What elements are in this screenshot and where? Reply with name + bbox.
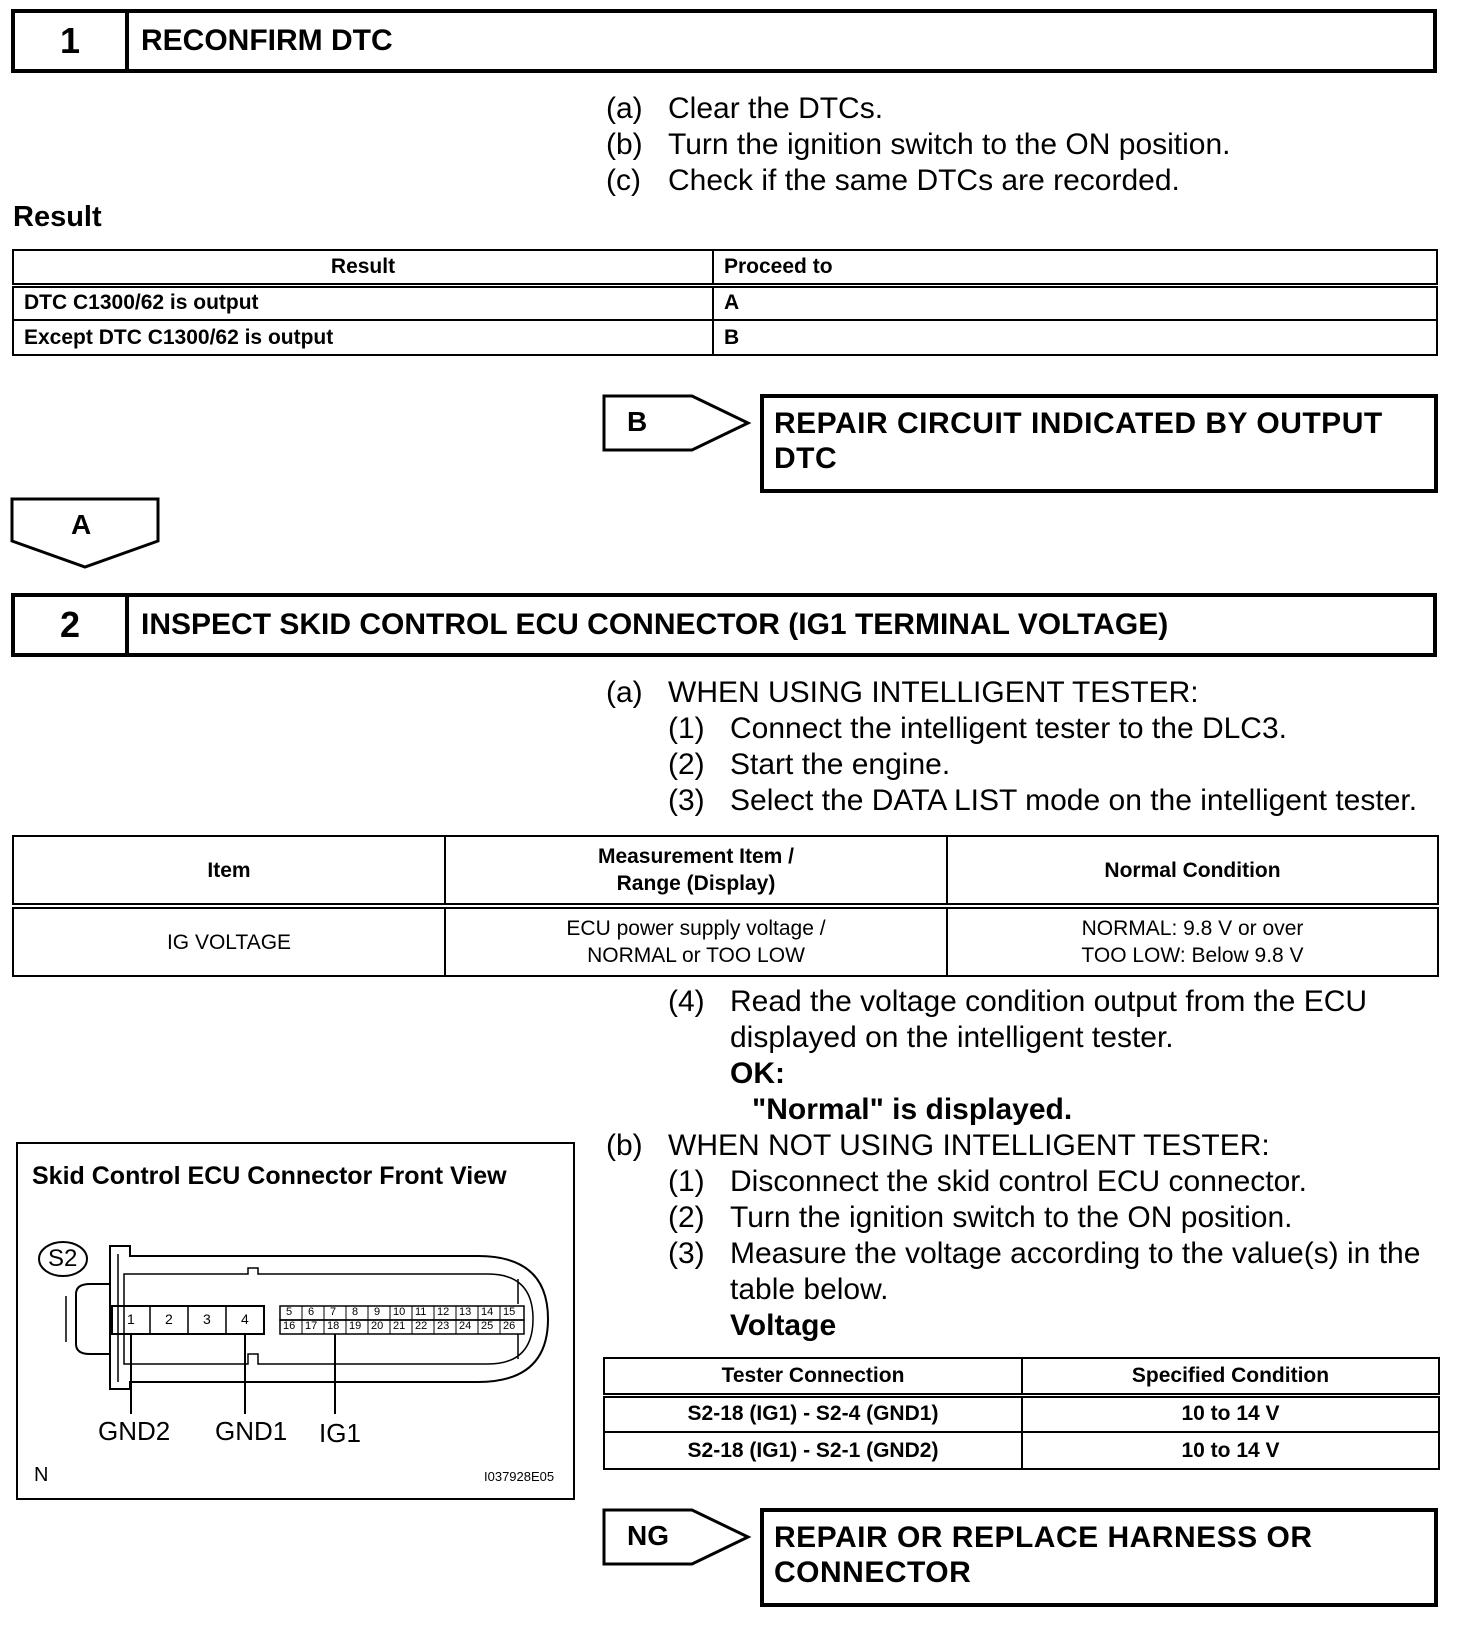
instruction-label: (3) — [668, 1237, 705, 1270]
table-row — [13, 906, 1438, 976]
cell-line: NORMAL: 9.8 V or over — [1081, 917, 1304, 940]
pin-number: 9 — [374, 1306, 381, 1318]
table-header-cell: Tester Connection — [604, 1358, 1022, 1395]
cell-line: ECU power supply voltage / — [566, 917, 826, 940]
table-cell: 10 to 14 V — [1022, 1395, 1439, 1432]
instruction-label: (a) — [606, 92, 643, 125]
pin-number: 17 — [305, 1320, 318, 1332]
instruction-2a4 — [668, 984, 1367, 1020]
voltage-heading: Voltage — [730, 1309, 837, 1342]
table-header-row — [13, 250, 1437, 285]
instruction-1a — [606, 91, 883, 127]
figure-id: I037928E05 — [484, 1469, 555, 1484]
table-header-row — [13, 836, 1438, 906]
branch-ng-label: NG — [627, 1520, 669, 1551]
table-cell: S2-18 (IG1) - S2-4 (GND1) — [604, 1395, 1022, 1432]
pin-number: 26 — [503, 1320, 516, 1332]
instruction-text: WHEN NOT USING INTELLIGENT TESTER: — [668, 1129, 1270, 1162]
instruction-2a2 — [668, 747, 950, 783]
step-title: RECONFIRM DTC — [141, 24, 393, 57]
table-cell: B — [713, 320, 1437, 355]
instruction-label: (a) — [606, 676, 643, 709]
pin-number: 20 — [371, 1320, 384, 1332]
instruction-text: WHEN USING INTELLIGENT TESTER: — [668, 676, 1199, 709]
terminal-label-ig1: IG1 — [319, 1418, 361, 1448]
result-table — [12, 249, 1438, 356]
table-cell — [445, 906, 947, 976]
pin-number: 7 — [330, 1306, 337, 1318]
instruction-2b3 — [668, 1236, 1420, 1272]
header-line: Range (Display) — [616, 872, 776, 895]
pin-number: 1 — [127, 1311, 135, 1327]
instruction-label: (b) — [606, 128, 643, 161]
branch-b-label: B — [627, 406, 648, 437]
step-1-header — [11, 9, 1437, 73]
instruction-2b — [606, 1128, 1270, 1164]
result-heading: Result — [13, 201, 102, 233]
ok-label: OK: — [730, 1057, 785, 1090]
table-row — [604, 1432, 1439, 1469]
pin-number: 18 — [327, 1320, 340, 1332]
instruction-label: (4) — [668, 985, 705, 1018]
table-cell: S2-18 (IG1) - S2-1 (GND2) — [604, 1432, 1022, 1469]
instruction-2a3 — [668, 783, 1417, 819]
branch-ng-action — [760, 1508, 1438, 1607]
table-cell: Except DTC C1300/62 is output — [13, 320, 713, 355]
table-cell: DTC C1300/62 is output — [13, 285, 713, 320]
instruction-2b2 — [668, 1200, 1293, 1236]
instruction-2b1 — [668, 1164, 1307, 1200]
pin-number: 4 — [241, 1311, 249, 1327]
instruction-text: Measure the voltage according to the value(s) in the — [730, 1237, 1421, 1270]
step-2-header — [11, 593, 1437, 657]
instruction-1c — [606, 163, 1180, 199]
pin-number: 6 — [308, 1306, 315, 1318]
instruction-2b3-cont: table below. — [730, 1273, 889, 1306]
instruction-2a — [606, 675, 1199, 711]
instruction-label: (1) — [668, 712, 705, 745]
branch-b-arrow-icon — [602, 394, 752, 452]
table-cell — [947, 906, 1438, 976]
pin-number: 23 — [437, 1320, 450, 1332]
data-list-table — [12, 835, 1439, 977]
instruction-text: Read the voltage condition output from the ECU — [730, 985, 1368, 1018]
instruction-text: Clear the DTCs. — [668, 92, 884, 125]
cell-line: TOO LOW: Below 9.8 V — [1081, 944, 1304, 967]
table-cell: IG VOLTAGE — [13, 906, 445, 976]
branch-a-label: A — [71, 509, 92, 540]
table-header-cell: Item — [13, 836, 445, 906]
table-header-cell — [445, 836, 947, 906]
pin-number: 10 — [393, 1306, 406, 1318]
instruction-text: Select the DATA LIST mode on the intelligent tester. — [730, 784, 1418, 817]
pin-number: 2 — [165, 1311, 173, 1327]
instruction-text: Start the engine. — [730, 748, 951, 781]
instruction-text: Turn the ignition switch to the ON position. — [730, 1201, 1293, 1234]
instruction-label: (b) — [606, 1129, 643, 1162]
branch-b-action — [760, 394, 1438, 493]
instruction-text: Turn the ignition switch to the ON position. — [668, 128, 1231, 161]
pin-number: 15 — [503, 1306, 516, 1318]
action-line: REPAIR OR REPLACE HARNESS OR — [774, 1521, 1313, 1554]
instruction-label: (3) — [668, 784, 705, 817]
instruction-1b — [606, 127, 1231, 163]
figure-title: Skid Control ECU Connector Front View — [32, 1162, 507, 1190]
pin-number: 22 — [415, 1320, 428, 1332]
instruction-text: Check if the same DTCs are recorded. — [668, 164, 1180, 197]
pin-number: 11 — [415, 1306, 427, 1318]
action-line: REPAIR CIRCUIT INDICATED BY OUTPUT — [774, 407, 1383, 440]
pin-number: 25 — [481, 1320, 494, 1332]
instruction-label: (2) — [668, 1201, 705, 1234]
voltage-table — [603, 1357, 1440, 1470]
pin-number: 5 — [286, 1306, 293, 1318]
instruction-label: (1) — [668, 1165, 705, 1198]
step-number: 1 — [15, 13, 129, 69]
action-line: CONNECTOR — [774, 1556, 972, 1589]
table-header-cell: Normal Condition — [947, 836, 1438, 906]
pin-number: 14 — [481, 1306, 494, 1318]
pin-number: 12 — [437, 1306, 450, 1318]
header-line: Measurement Item / — [597, 845, 795, 868]
terminal-label-gnd2: GND2 — [98, 1416, 171, 1446]
pin-number: 21 — [393, 1320, 406, 1332]
instruction-text: Connect the intelligent tester to the DLC3. — [730, 712, 1287, 745]
table-row — [13, 285, 1437, 320]
pin-number: 8 — [352, 1306, 359, 1318]
table-header-row — [604, 1358, 1439, 1395]
instruction-2a4-cont: displayed on the intelligent tester. — [730, 1021, 1174, 1054]
pin-number: 24 — [459, 1320, 472, 1332]
table-row — [13, 320, 1437, 355]
instruction-text: Disconnect the skid control ECU connector. — [730, 1165, 1307, 1198]
table-header-cell: Specified Condition — [1022, 1358, 1439, 1395]
step-number: 2 — [15, 597, 129, 653]
instruction-2a1 — [668, 711, 1287, 747]
terminal-label-gnd1: GND1 — [215, 1416, 288, 1446]
instruction-label: (c) — [606, 164, 641, 197]
figure-corner-label: N — [34, 1464, 49, 1486]
table-cell: 10 to 14 V — [1022, 1432, 1439, 1469]
ok-text: "Normal" is displayed. — [752, 1093, 1073, 1126]
table-header-cell: Proceed to — [713, 250, 1437, 285]
connector-figure — [16, 1142, 575, 1500]
connector-id: S2 — [48, 1245, 78, 1272]
table-row — [604, 1395, 1439, 1432]
cell-line: NORMAL or TOO LOW — [587, 944, 805, 967]
pin-number: 19 — [349, 1320, 362, 1332]
pin-number: 16 — [283, 1320, 296, 1332]
pin-number: 3 — [203, 1311, 211, 1327]
step-title: INSPECT SKID CONTROL ECU CONNECTOR (IG1 TERMINAL VOLTAGE) — [141, 608, 1169, 641]
table-header-cell: Result — [13, 250, 713, 285]
instruction-label: (2) — [668, 748, 705, 781]
table-cell: A — [713, 285, 1437, 320]
branch-ng-arrow-icon — [602, 1508, 752, 1566]
action-line: DTC — [774, 442, 838, 475]
pin-number: 13 — [459, 1306, 472, 1318]
